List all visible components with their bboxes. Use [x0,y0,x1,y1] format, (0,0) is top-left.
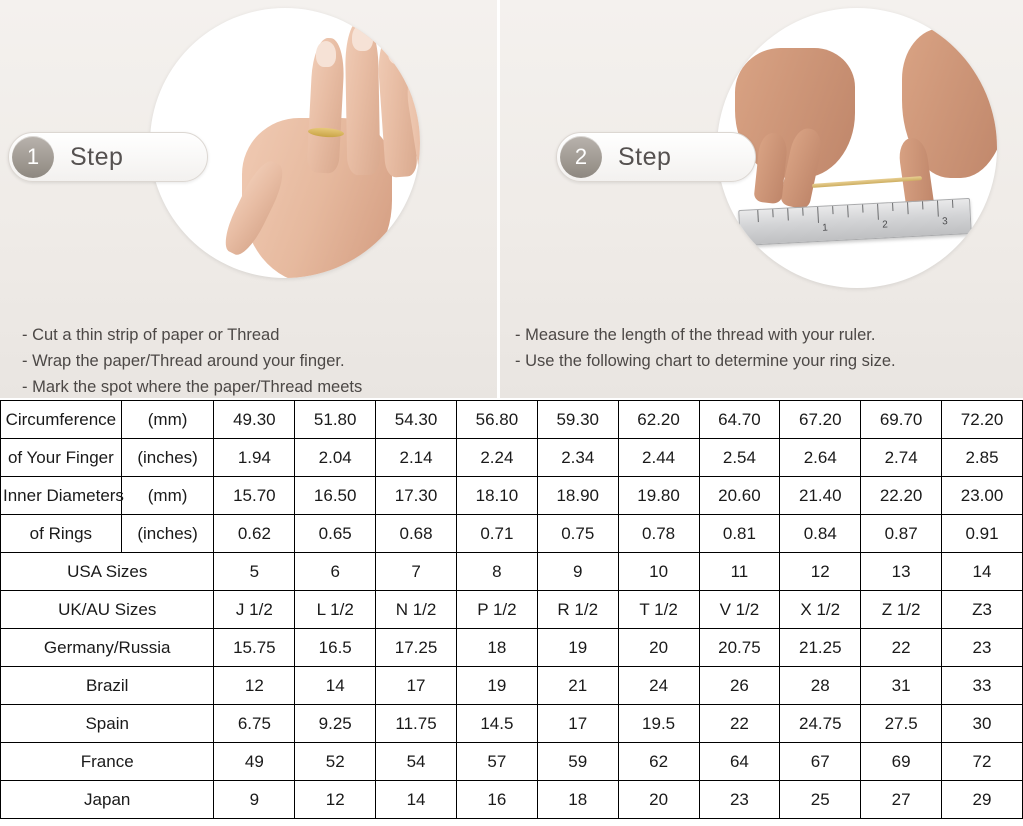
cell: 12 [214,667,295,705]
cell: 18 [537,781,618,819]
cell: 49.30 [214,401,295,439]
cell: 12 [780,553,861,591]
cell: 13 [861,553,942,591]
ruler-number-1: 1 [821,222,829,234]
step-1-panel [0,0,497,398]
cell: 57 [456,743,537,781]
cell: 10 [618,553,699,591]
cell: 64 [699,743,780,781]
cell: 0.68 [376,515,457,553]
cell: 23.00 [942,477,1023,515]
table-row [1,667,1023,705]
cell: P 1/2 [456,591,537,629]
cell: 16.50 [295,477,376,515]
cell: 59 [537,743,618,781]
cell: R 1/2 [537,591,618,629]
cell: L 1/2 [295,591,376,629]
cell: T 1/2 [618,591,699,629]
cell: 72.20 [942,401,1023,439]
step-2-instructions [515,322,896,374]
table-row [1,515,1023,553]
cell: 0.78 [618,515,699,553]
row-unit-mm-2: (mm) [121,477,214,515]
cell: N 1/2 [376,591,457,629]
cell: 64.70 [699,401,780,439]
cell: Z 1/2 [861,591,942,629]
cell: 22 [699,705,780,743]
cell: 0.65 [295,515,376,553]
step-1-instruction-2: - Wrap the paper/Thread around your finger. [22,352,345,370]
row-label-japan: Japan [1,781,214,819]
cell: 18 [456,629,537,667]
size-chart-table [0,400,1023,819]
cell: 2.85 [942,439,1023,477]
row-unit-inches: (inches) [121,439,214,477]
row-label-circumference: Circumference [1,401,122,439]
cell: 0.75 [537,515,618,553]
cell: 15.75 [214,629,295,667]
cell: 21.25 [780,629,861,667]
row-label-france: France [1,743,214,781]
cell: 24.75 [780,705,861,743]
step-1-number: 1 [12,136,54,178]
table-row [1,477,1023,515]
cell: 49 [214,743,295,781]
cell: 59.30 [537,401,618,439]
cell: 67 [780,743,861,781]
cell: 18.90 [537,477,618,515]
cell: 24 [618,667,699,705]
cell: 20 [618,781,699,819]
cell: V 1/2 [699,591,780,629]
cell: 25 [780,781,861,819]
cell: 19 [456,667,537,705]
cell: 28 [780,667,861,705]
cell: 7 [376,553,457,591]
row-label-spain: Spain [1,705,214,743]
row-label-inner-diameters-2: of Rings [1,515,122,553]
table-row [1,401,1023,439]
cell: 2.64 [780,439,861,477]
row-unit-mm: (mm) [121,401,214,439]
step-1-badge [8,132,208,182]
step-1-word: Step [70,142,124,171]
cell: 19 [537,629,618,667]
cell: 11.75 [376,705,457,743]
cell: Z3 [942,591,1023,629]
cell: 5 [214,553,295,591]
step-2-photo [717,8,997,288]
table-row [1,553,1023,591]
row-label-circumference-2: of Your Finger [1,439,122,477]
cell: 2.54 [699,439,780,477]
table-row [1,591,1023,629]
hand-with-ruler-illustration [717,8,997,288]
cell: 33 [942,667,1023,705]
cell: 17.30 [376,477,457,515]
cell: 54 [376,743,457,781]
cell: 22 [861,629,942,667]
table-row [1,781,1023,819]
cell: 17 [537,705,618,743]
cell: 18.10 [456,477,537,515]
cell: 12 [295,781,376,819]
step-2-instruction-2: - Use the following chart to determine your ring size. [515,352,896,370]
cell: 21 [537,667,618,705]
step-2-badge [556,132,756,182]
cell: 62 [618,743,699,781]
cell: 26 [699,667,780,705]
cell: 0.71 [456,515,537,553]
ruler-number-3: 3 [941,216,948,228]
cell: 29 [942,781,1023,819]
cell: 20 [618,629,699,667]
cell: 14 [295,667,376,705]
row-label-inner-diameters: Inner Diameters [1,477,122,515]
cell: 9.25 [295,705,376,743]
row-unit-inches-2: (inches) [121,515,214,553]
cell: 16.5 [295,629,376,667]
cell: 0.81 [699,515,780,553]
step-1-instructions [22,322,362,398]
cell: 6.75 [214,705,295,743]
cell: 23 [699,781,780,819]
cell: 9 [537,553,618,591]
cell: 20.75 [699,629,780,667]
cell: 69.70 [861,401,942,439]
table-row [1,743,1023,781]
cell: 67.20 [780,401,861,439]
step-1-instruction-1: - Cut a thin strip of paper or Thread [22,326,280,344]
cell: 21.40 [780,477,861,515]
cell: 20.60 [699,477,780,515]
step-2-instruction-1: - Measure the length of the thread with your ruler. [515,326,876,344]
cell: 0.87 [861,515,942,553]
cell: 17 [376,667,457,705]
cell: 8 [456,553,537,591]
cell: 51.80 [295,401,376,439]
cell: 30 [942,705,1023,743]
cell: 62.20 [618,401,699,439]
step-2-word: Step [618,142,672,171]
cell: 27.5 [861,705,942,743]
ring-size-chart [0,400,1023,819]
cell: 2.04 [295,439,376,477]
cell: 14 [376,781,457,819]
cell: 0.84 [780,515,861,553]
table-row [1,629,1023,667]
row-label-uk-au: UK/AU Sizes [1,591,214,629]
cell: 0.91 [942,515,1023,553]
cell: 14 [942,553,1023,591]
cell: 14.5 [456,705,537,743]
cell: 22.20 [861,477,942,515]
cell: 54.30 [376,401,457,439]
cell: 52 [295,743,376,781]
cell: 23 [942,629,1023,667]
cell: 2.14 [376,439,457,477]
cell: 19.80 [618,477,699,515]
cell: 6 [295,553,376,591]
step-2-number: 2 [560,136,602,178]
cell: 72 [942,743,1023,781]
step-2-panel [500,0,1023,398]
cell: 56.80 [456,401,537,439]
cell: 2.34 [537,439,618,477]
row-label-brazil: Brazil [1,667,214,705]
cell: J 1/2 [214,591,295,629]
table-row [1,439,1023,477]
cell: 2.74 [861,439,942,477]
cell: 69 [861,743,942,781]
table-row [1,705,1023,743]
cell: 0.62 [214,515,295,553]
row-label-usa: USA Sizes [1,553,214,591]
cell: 31 [861,667,942,705]
cell: 11 [699,553,780,591]
cell: 19.5 [618,705,699,743]
steps-section [0,0,1023,398]
cell: 2.24 [456,439,537,477]
cell: X 1/2 [780,591,861,629]
row-label-germany-russia: Germany/Russia [1,629,214,667]
ruler [738,198,972,246]
cell: 27 [861,781,942,819]
cell: 1.94 [214,439,295,477]
step-1-instruction-3: - Mark the spot where the paper/Thread meets [22,378,363,396]
ruler-number-2: 2 [881,219,889,231]
cell: 2.44 [618,439,699,477]
cell: 15.70 [214,477,295,515]
cell: 9 [214,781,295,819]
cell: 17.25 [376,629,457,667]
cell: 16 [456,781,537,819]
